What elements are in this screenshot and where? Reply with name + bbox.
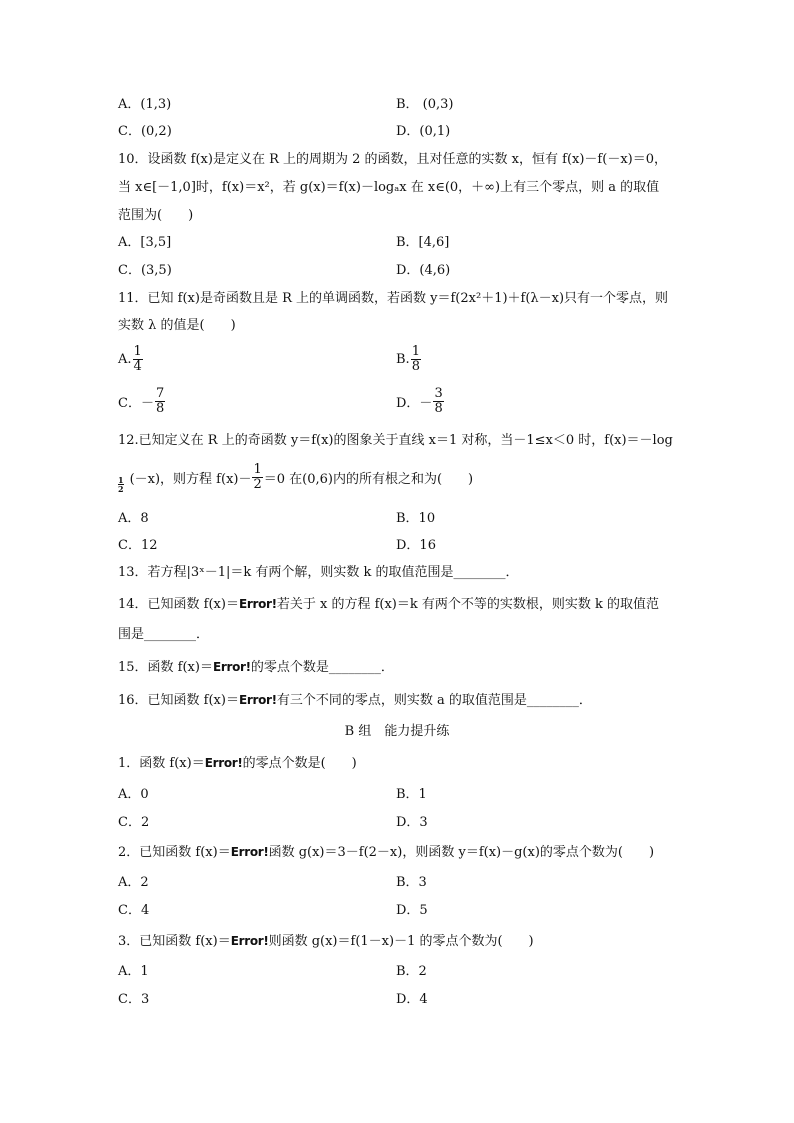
q15-stem [118, 659, 394, 676]
q15-error-placeholder: Error! [212, 660, 251, 674]
q10-stem-line2: 当 x∈[－1,0]时，f(x)＝x²，若 g(x)＝f(x)－logₐx 在 x∈(0，＋∞)上有三个零点，则 a 的取值 [118, 180, 660, 195]
b2-text-post: 函数 g(x)＝3－f(2－x)，则函数 y＝f(x)－g(x)的零点个数为( ) [268, 845, 655, 860]
q10-stem-line3: 范围为( ) [118, 208, 194, 223]
q10-option-d: D．(4,6) [396, 263, 451, 278]
b1-text-pre: 1．函数 f(x)＝ [118, 756, 205, 771]
q11-option-d-numerator: 3 [434, 386, 443, 401]
q11-option-c-fraction [155, 387, 165, 416]
b1-error-placeholder: Error! [204, 756, 243, 770]
q12-equation-fraction [252, 463, 262, 492]
section-b-heading: B 组 能力提升练 [344, 724, 450, 739]
b2-option-a: A．2 [118, 875, 149, 890]
q15-text-post: 的零点个数是________． [250, 660, 394, 675]
b2-error-placeholder: Error! [230, 845, 269, 859]
q12-stem-line2 [118, 462, 473, 493]
q11-option-a-fraction [133, 345, 143, 374]
q11-stem-line1: 11．已知 f(x)是奇函数且是 R 上的单调函数，若函数 y＝f(2x²＋1)＋f(λ－x)只有一个零点，则 [118, 291, 669, 306]
q10-stem-line1: 10．设函数 f(x)是定义在 R 上的周期为 2 的函数，且对任意的实数 x，恒有 f(x)－f(－x)＝0， [118, 152, 667, 167]
b2-option-b: B．3 [396, 875, 427, 890]
q11-option-a-numerator: 1 [133, 344, 142, 359]
q11-option-c [118, 387, 166, 416]
q11-stem-line2: 实数 λ 的值是( ) [118, 318, 236, 333]
b3-text-pre: 3．已知函数 f(x)＝ [118, 934, 231, 949]
q14-text-post: 若关于 x 的方程 f(x)＝k 有两个不等的实数根，则实数 k 的取值范 [276, 597, 660, 612]
q16-text-pre: 16．已知函数 f(x)＝ [118, 693, 239, 708]
q11-option-d-denominator: 8 [434, 401, 443, 416]
q9-option-d: D．(0,1) [396, 124, 451, 139]
b3-option-c: C．3 [118, 992, 150, 1007]
q11-option-c-label: C．－ [118, 396, 154, 411]
q12-stem-line1: 12.已知定义在 R 上的奇函数 y＝f(x)的图象关于直线 x＝1 对称，当－1≤x＜0 时，f(x)＝－log [118, 433, 673, 448]
b2-stem [118, 844, 654, 861]
q11-option-d [396, 387, 445, 416]
q11-option-a-label: A. [118, 352, 132, 367]
b2-option-d: D．5 [396, 903, 428, 918]
q10-option-a: A．[3,5] [118, 235, 172, 250]
q12-log-base-numerator: 1 [118, 475, 124, 485]
q9-option-a: A．(1,3) [118, 97, 172, 112]
q14-error-placeholder: Error! [238, 597, 277, 611]
q16-stem [118, 692, 592, 709]
q9-option-b: B． (0,3) [396, 97, 454, 112]
q10-option-c: C．(3,5) [118, 263, 172, 278]
q12-option-d: D．16 [396, 538, 436, 553]
q12-equation-denominator: 2 [253, 477, 262, 492]
b1-text-post: 的零点个数是( ) [242, 756, 357, 771]
b3-option-a: A．1 [118, 964, 149, 979]
b3-stem [118, 933, 534, 950]
q14-stem-line1 [118, 596, 659, 613]
q11-option-b-label: B. [396, 352, 410, 367]
b2-text-pre: 2．已知函数 f(x)＝ [118, 845, 231, 860]
q11-option-d-fraction [433, 387, 443, 416]
b3-text-post: 则函数 g(x)＝f(1－x)－1 的零点个数为( ) [268, 934, 534, 949]
q9-option-c: C．(0,2) [118, 124, 172, 139]
b2-option-c: C．4 [118, 903, 150, 918]
q11-option-b-fraction [411, 345, 421, 374]
b1-option-c: C．2 [118, 815, 150, 830]
q12-equation-numerator: 1 [253, 462, 262, 477]
b3-error-placeholder: Error! [230, 934, 269, 948]
q13-stem: 13．若方程|3ˣ－1|＝k 有两个解，则实数 k 的取值范围是________． [118, 565, 519, 580]
q11-option-b [396, 345, 422, 374]
q14-text-pre: 14．已知函数 f(x)＝ [118, 597, 239, 612]
q10-option-b: B．[4,6] [396, 235, 450, 250]
q14-stem-line2: 围是________． [118, 627, 210, 642]
q12-stem-text-a: (－x)，则方程 f(x)－ [129, 472, 252, 487]
b1-option-b: B．1 [396, 787, 427, 802]
q12-option-b: B．10 [396, 511, 436, 526]
q12-log-base [118, 476, 124, 493]
b1-option-d: D．3 [396, 815, 428, 830]
b3-option-d: D．4 [396, 992, 428, 1007]
q16-error-placeholder: Error! [238, 693, 277, 707]
b1-stem [118, 755, 357, 772]
q11-option-b-denominator: 8 [411, 359, 420, 374]
q11-option-c-denominator: 8 [155, 401, 165, 416]
q11-option-d-label: D．－ [396, 396, 433, 411]
q11-option-a [118, 345, 144, 374]
q12-option-c: C．12 [118, 538, 158, 553]
b3-option-b: B．2 [396, 964, 427, 979]
q11-option-a-denominator: 4 [133, 359, 142, 374]
q12-log-base-denominator: 2 [118, 484, 124, 494]
q11-option-c-numerator: 7 [155, 386, 165, 401]
q15-text-pre: 15．函数 f(x)＝ [118, 660, 213, 675]
q12-stem-text-b: ＝0 在(0,6)内的所有根之和为( ) [263, 472, 474, 487]
q12-option-a: A．8 [118, 511, 149, 526]
b1-option-a: A．0 [118, 787, 149, 802]
q16-text-post: 有三个不同的零点，则实数 a 的取值范围是________． [276, 693, 592, 708]
q11-option-b-numerator: 1 [411, 344, 420, 359]
